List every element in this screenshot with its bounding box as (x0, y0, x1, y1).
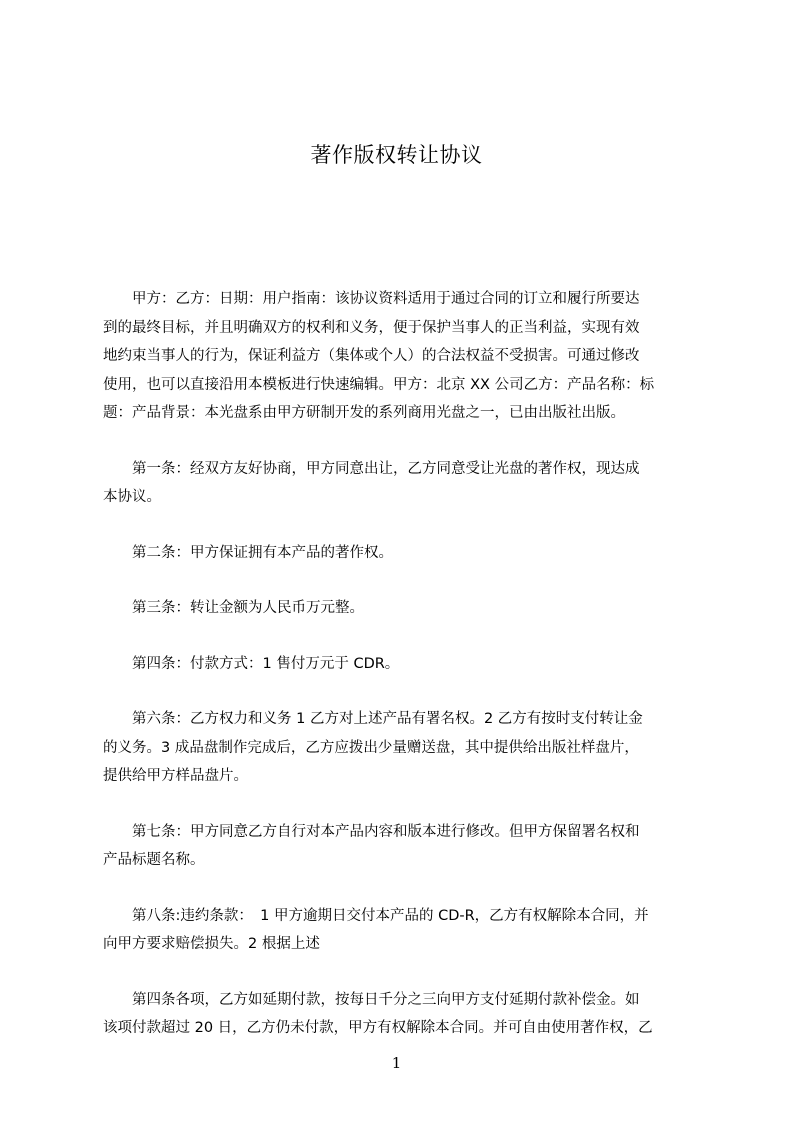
paragraph (103, 818, 700, 875)
paragraph (103, 539, 700, 568)
paragraph-line: 本协议。 (103, 489, 161, 505)
paragraph-line: 提供给甲方样品盘片。 (103, 768, 248, 784)
paragraph-line: 产品标题名称。 (103, 852, 205, 868)
paragraph (103, 902, 700, 959)
paragraph-line: 使用，也可以直接沿用本模板进行快速编辑。甲方：北京 XX 公司乙方：产品名称：标 (103, 376, 655, 393)
paragraph-line: 第四条：付款方式：1 售付万元于 CDR。 (103, 655, 400, 672)
paragraph (103, 594, 700, 623)
paragraph (103, 455, 700, 512)
paragraph (103, 650, 700, 679)
paragraph-line: 第一条：经双方友好协商，甲方同意出让，乙方同意受让光盘的著作权，现达成 (103, 460, 640, 477)
paragraph (103, 986, 700, 1043)
paragraph (103, 285, 700, 428)
paragraph-line: 甲方：乙方：日期：用户指南：该协议资料适用于通过合同的订立和履行所要达 (103, 291, 640, 307)
paragraph-line: 向甲方要求赔偿损失。2 根据上述 (103, 936, 320, 952)
paragraph-line: 该项付款超过 20 日，乙方仍未付款，甲方有权解除本合同。并可自由使用著作权，乙 (103, 1020, 653, 1036)
page-number: 1 (391, 1054, 402, 1072)
paragraph-line: 第六条：乙方权力和义务 1 乙方对上述产品有署名权。2 乙方有按时支付转让金 (103, 711, 643, 727)
document-title: 著作版权转让协议 (310, 143, 483, 167)
paragraph-line: 第八条:违约条款： 1 甲方逾期日交付本产品的 CD-R，乙方有权解除本合同，并 (103, 907, 649, 924)
paragraph-line: 第四条各项，乙方如延期付款，按每日千分之三向甲方支付延期付款补偿金。如 (103, 991, 640, 1008)
paragraph-line: 第二条：甲方保证拥有本产品的著作权。 (103, 544, 393, 561)
paragraph-line: 到的最终目标，并且明确双方的权利和义务，便于保护当事人的正当利益，实现有效 (103, 319, 640, 336)
paragraph-line: 第三条：转让金额为人民币万元整。 (103, 600, 364, 616)
paragraph-line: 第七条：甲方同意乙方自行对本产品内容和版本进行修改。但甲方保留署名权和 (103, 823, 640, 840)
document-body (103, 285, 700, 1070)
paragraph (103, 705, 700, 791)
paragraph-line: 地约束当事人的行为，保证利益方（集体或个人）的合法权益不受损害。可通过修改 (103, 348, 640, 364)
paragraph-line: 的义务。3 成品盘制作完成后，乙方应拨出少量赠送盘，其中提供给出版社样盘片， (103, 739, 639, 756)
paragraph-line: 题：产品背景：本光盘系由甲方研制开发的系列商用光盘之一，已由出版社出版。 (103, 405, 625, 421)
